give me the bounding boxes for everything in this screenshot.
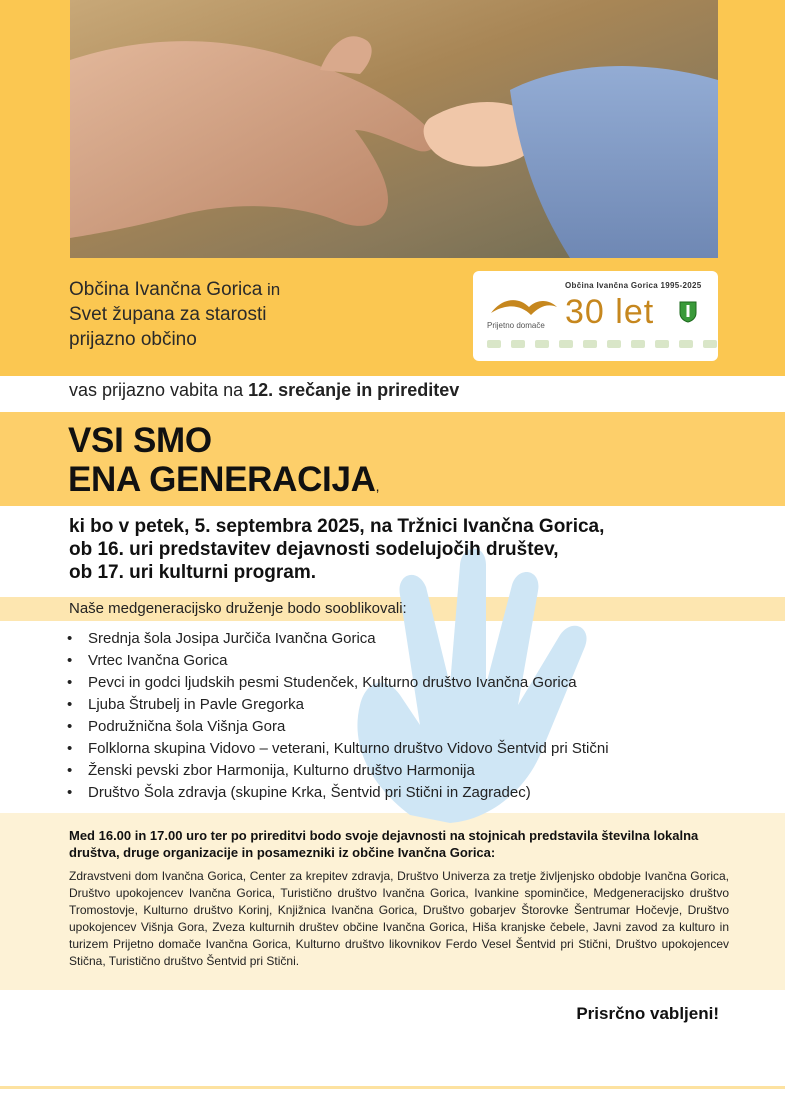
logo-years: 30 let xyxy=(565,293,655,331)
sponsor-logo xyxy=(535,340,549,348)
participants-list xyxy=(66,628,609,804)
list-item: • Društvo Šola zdravja (skupine Krka, Šentvid pri Stični in Zagradec) xyxy=(66,782,609,804)
event-title-comma: , xyxy=(375,478,380,494)
organizer-block xyxy=(69,277,280,352)
event-title-line-1: VSI SMO xyxy=(68,421,212,460)
event-title-line-2 xyxy=(68,460,379,506)
organizer-line-2: Svet župana za starosti xyxy=(69,304,267,325)
event-title-line-2-text: ENA GENERACIJA xyxy=(68,460,376,499)
list-item: • Pevci in godci ljudskih pesmi Studenček, Kulturno društvo Ivančna Gorica xyxy=(66,672,609,694)
logo-brand: Prijetno domače xyxy=(487,321,545,330)
sponsor-logo xyxy=(655,340,669,348)
invitation-prefix: vas prijazno vabita na xyxy=(69,380,249,400)
coat-of-arms-icon xyxy=(679,301,697,323)
exhibitors-intro: Med 16.00 in 17.00 uro ter po prireditvi bodo svoje dejavnosti na stojnicah predstavila številna lokalna društva, druge organizacije in posamezniki iz občine Ivančna Gorica: xyxy=(69,828,699,860)
event-schedule-1: ob 16. uri predstavitev dejavnosti sodelujočih društev, xyxy=(69,539,559,560)
sponsor-logo xyxy=(487,340,501,348)
hands-photo xyxy=(70,0,718,258)
anniversary-logo xyxy=(473,271,718,361)
sponsor-logos xyxy=(487,340,717,348)
sponsor-logo xyxy=(679,340,693,348)
sponsor-logo xyxy=(511,340,525,348)
closing-greeting: Prisrčno vabljeni! xyxy=(576,1004,719,1023)
list-item: • Podružnična šola Višnja Gora xyxy=(66,716,609,738)
event-date-location: ki bo v petek, 5. septembra 2025, na Tržnici Ivančna Gorica, xyxy=(69,516,605,537)
list-item: • Folklorna skupina Vidovo – veterani, Kulturno društvo Vidovo Šentvid pri Stični xyxy=(66,738,609,760)
list-item: • Ljuba Štrubelj in Pavle Gregorka xyxy=(66,694,609,716)
sponsor-logo xyxy=(559,340,573,348)
event-details xyxy=(69,515,604,584)
organizer-line-3: prijazno občino xyxy=(69,329,197,350)
swoosh-icon xyxy=(489,293,559,319)
footer-line xyxy=(0,1086,785,1089)
sponsor-logo xyxy=(583,340,597,348)
list-item: • Srednja šola Josipa Jurčiča Ivančna Gorica xyxy=(66,628,609,650)
sponsor-logo xyxy=(703,340,717,348)
sponsor-logo xyxy=(607,340,621,348)
list-item: • Ženski pevski zbor Harmonija, Kulturno društvo Harmonija xyxy=(66,760,609,782)
organizer-municipality: Občina Ivančna Gorica xyxy=(69,279,263,300)
event-schedule-2: ob 17. uri kulturni program. xyxy=(69,562,317,583)
event-title xyxy=(68,421,379,506)
organizer-line-1 xyxy=(69,277,280,302)
logo-top-label: Občina Ivančna Gorica 1995-2025 xyxy=(565,281,702,290)
sponsor-logo xyxy=(631,340,645,348)
invitation-line xyxy=(69,380,459,401)
list-item: • Vrtec Ivančna Gorica xyxy=(66,650,609,672)
exhibitors-list: Zdravstveni dom Ivančna Gorica, Center za krepitev zdravja, Društvo Univerza za tretje življenjsko obdobje Ivančna Gorica, Društvo upokojencev Ivančna Gorica, Turistično društvo Ivančna Gorica, Ivankine spominčice, Medgeneracijsko društvo Tromostovje, Kulturno društvo Korinj, Knjižnica Ivančna Gorica, Društvo gobarjev Štorovke Šentrumar Hočevje, Društvo upokojencev Višnja Gora, Zveza kulturnih društev občine Ivančna Gorica, Hiša kranjske čebele, Javni zavod za kulturo in turizem Prijetno domače Ivančna Gorica, Kulturno društvo likovnikov Ferdo Vesel Šentvid pri Stični, Društvo upokojencev Stična, Turistično društvo Šentvid pri Stični. xyxy=(69,869,729,968)
invitation-event: 12. srečanje in prireditev xyxy=(248,380,460,400)
organizer-conjunction: in xyxy=(262,280,281,299)
participants-heading: Naše medgeneracijsko druženje bodo sooblikovali: xyxy=(69,600,407,617)
